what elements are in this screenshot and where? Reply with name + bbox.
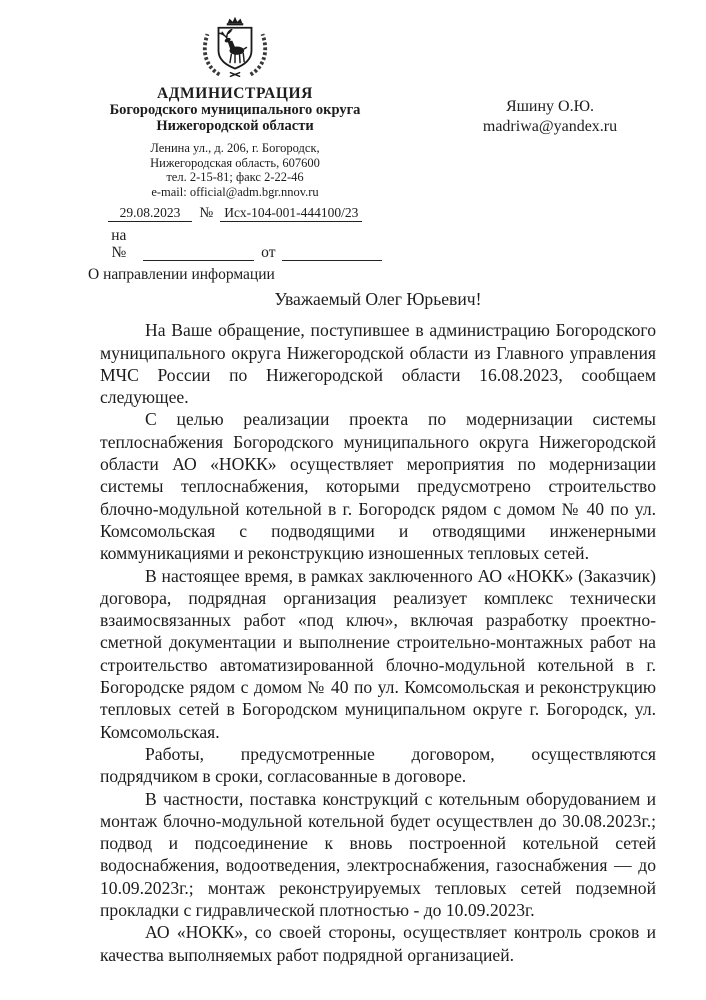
outgoing-number: Исх-104-001-444100/23 xyxy=(220,205,362,222)
salutation: Уважаемый Олег Юрьевич! xyxy=(274,289,482,309)
date-number-row xyxy=(88,205,382,222)
org-address-block xyxy=(88,141,382,199)
paragraph: В настоящее время, в рамках заключенного АО «НОКК» (Заказчик) договора, подрядная организация реализует комплекс технически взаимосвязанных работ «под ключ», включая разработку проектно-сметной документации и выполнение строительно-монтажных работ на строительство автоматизированной блочно-модульной котельной в г. Богородске рядом с домом № 40 по ул. Комсомольская и реконструкцию тепловых сетей в Богородском муниципальном округе г. Богородск, ул. Комсомольская. xyxy=(100,565,656,742)
paragraph: АО «НОКК», со своей стороны, осуществляет контроль сроков и качества выполняемых работ подрядной организацией. xyxy=(100,922,656,965)
reference-row xyxy=(88,227,382,261)
org-name-line3: Нижегородской области xyxy=(156,118,314,134)
ref-number-blank xyxy=(143,245,254,261)
paragraph: С целью реализации проекта по модернизации системы теплоснабжения Богородского муниципального округа Нижегородской области АО «НОКК» осуществляет мероприятия по модернизации системы теплоснабжения, которыми предусмотрено строительство блочно-модульной котельной в г. Богородск рядом с домом № 40 по ул. Комсомольская с подводящими и отводящими инженерными коммуникациями и реконструкцию изношенных тепловых сетей. xyxy=(100,409,656,564)
address-region: Нижегородская область, 607600 xyxy=(150,155,320,170)
deer-shield-crown-icon xyxy=(183,14,287,80)
subject-line: О направлении информации xyxy=(88,266,275,283)
addressee-name: Яшину О.Ю. xyxy=(505,98,595,115)
ref-label-na: на № xyxy=(111,227,127,261)
coat-of-arms-emblem xyxy=(88,14,382,80)
address-email: e-mail: official@adm.bgr.nnov.ru xyxy=(151,184,319,199)
paragraph: Работы, предусмотренные договором, осуществляются подрядчиком в сроки, согласованные в договоре. xyxy=(100,743,656,787)
addressee-block xyxy=(425,97,675,136)
ref-label-ot: от xyxy=(261,244,276,261)
letterhead xyxy=(88,14,382,284)
number-sign: № xyxy=(199,205,214,221)
org-name-line1: АДМИНИСТРАЦИЯ xyxy=(157,85,313,102)
paragraph: В частности, поставка конструкций с котельным оборудованием и монтаж блочно-модульной котельной будет осуществлен до 30.08.2023г.; подвод и подсоединение к вновь построенной котельной сетей водоснабжения, водоотведения, электроснабжения, газоснабжения — до 10.09.2023г.; монтаж реконструируемых тепловых сетей подземной прокладки с гидравлической плотностью - до 10.09.2023г. xyxy=(100,788,656,921)
letter-date: 29.08.2023 xyxy=(108,205,193,222)
paragraph: На Ваше обращение, поступившее в администрацию Богородского муниципального округа Нижегородской области из Главного управления МЧС России по Нижегородской области 16.08.2023, сообщаем следующее. xyxy=(100,320,656,408)
ref-date-blank xyxy=(282,245,382,261)
address-street: Ленина ул., д. 206, г. Богородск, xyxy=(150,141,320,155)
org-name-line2: Богородского муниципального округа xyxy=(109,102,361,118)
letter-body xyxy=(100,288,656,966)
addressee-email: madriwa@yandex.ru xyxy=(482,117,618,135)
address-phone: тел. 2-15-81; факс 2-22-46 xyxy=(166,170,304,184)
